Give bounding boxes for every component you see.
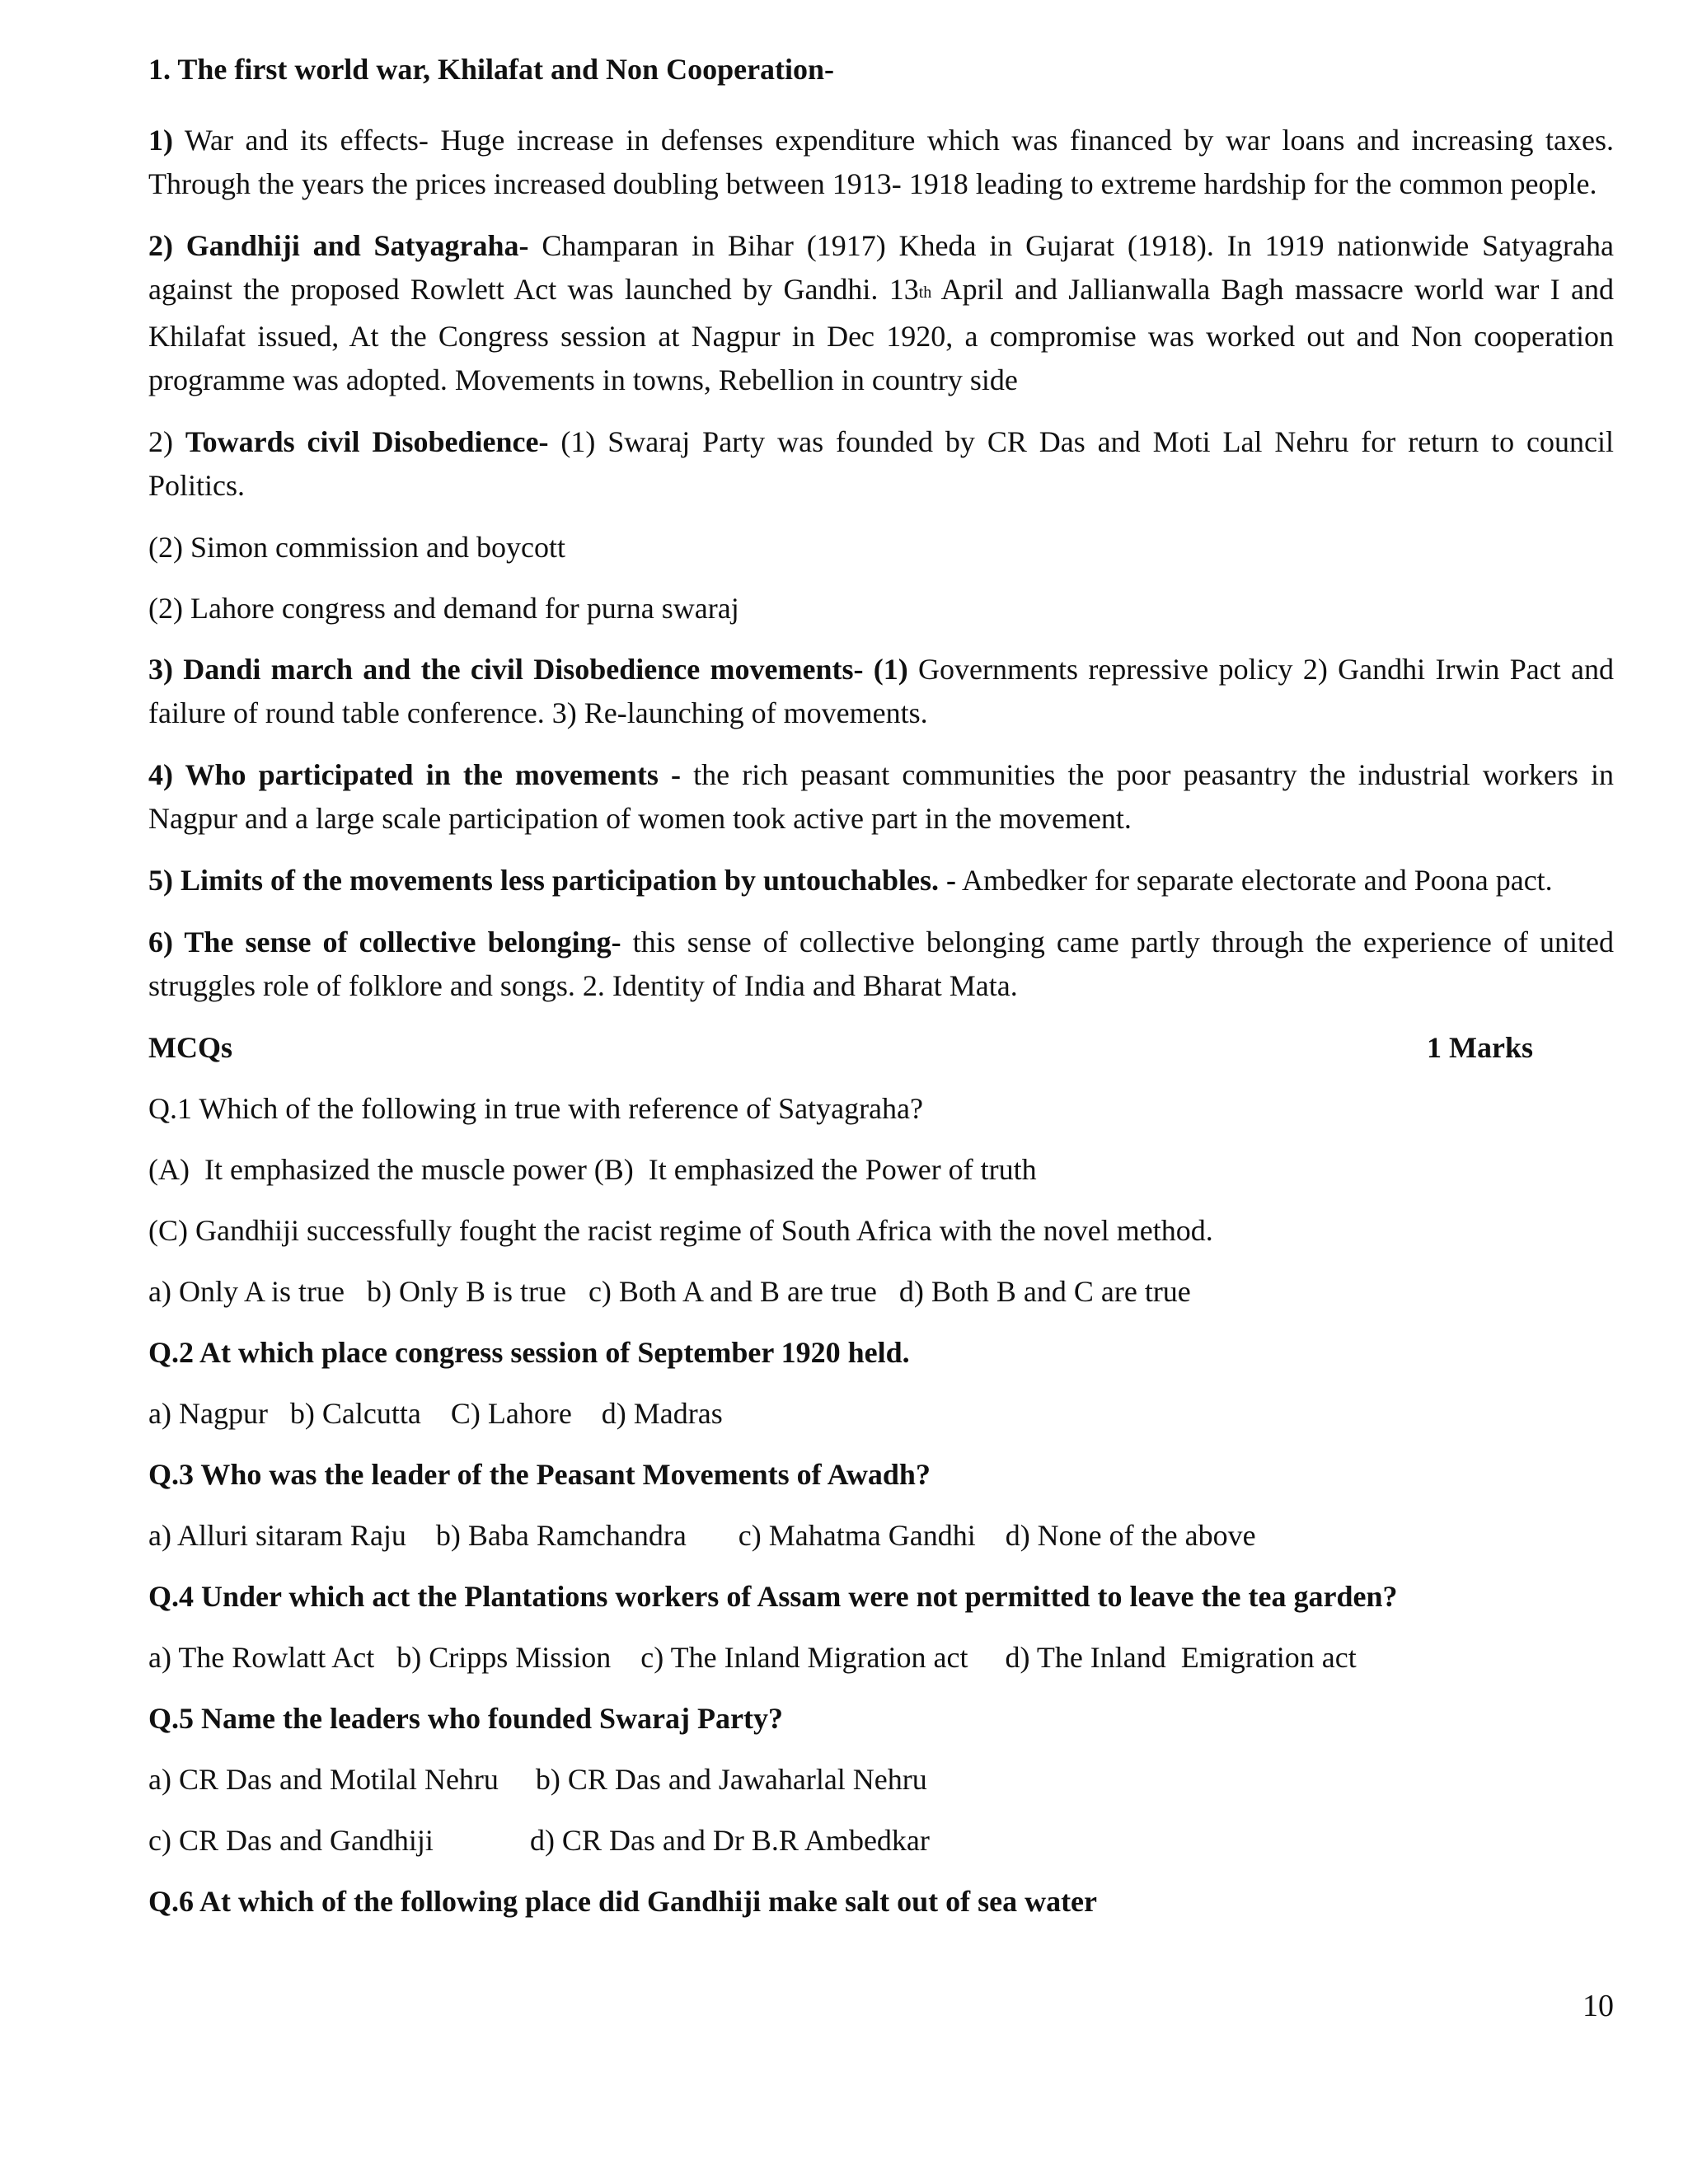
- section-text: this sense of collective belonging came partly through the experience of united struggles role of folklore and songs. 2. Identity of India and Bharat Mata.: [148, 926, 1614, 1002]
- section-prefix: 2): [148, 425, 185, 458]
- question-3-options: a) Alluri sitaram Raju b) Baba Ramchandra c) Mahatma Gandhi d) None of the above: [148, 1519, 1256, 1552]
- question-1-options: a) Only A is true b) Only B is true c) Both A and B are true d) Both B and C are true: [148, 1275, 1191, 1308]
- question-5-options-row-1: a) CR Das and Motilal Nehru b) CR Das and Jawaharlal Nehru: [148, 1763, 927, 1796]
- section-label: 2) Gandhiji and Satyagraha-: [148, 229, 529, 262]
- section-text: Governments repressive policy 2) Gandhi Irwin Pact and failure of round table conference. 3) Re-launching of movements.: [148, 653, 1614, 729]
- section-civil-disobedience: [148, 420, 1614, 508]
- section-gandhiji-satyagraha: [148, 224, 1614, 402]
- page-number: 10: [1582, 1989, 1614, 2023]
- section-war-effects: [148, 119, 1614, 206]
- superscript: th: [918, 284, 932, 302]
- section-label: 6) The sense of collective belonging-: [148, 926, 621, 958]
- mcq-marks: 1 Marks: [1427, 1031, 1533, 1064]
- section-text: Champaran in Bihar (1917) Kheda in Gujarat (1918). In 1919 nationwide Satyagraha against the proposed Rowlett Act was launched by Gandhi. 13: [148, 229, 1614, 306]
- question-1: Q.1 Which of the following in true with reference of Satyagraha?: [148, 1092, 923, 1125]
- section-limits: [148, 859, 1614, 902]
- section-label: 1): [148, 124, 173, 157]
- chapter-title: 1. The first world war, Khilafat and Non Cooperation-: [148, 53, 835, 86]
- section-collective-belonging: [148, 921, 1614, 1008]
- section-text: (1) Swaraj Party was founded by CR Das and Moti Lal Nehru for return to council Politics.: [148, 425, 1614, 502]
- section-text: War and its effects- Huge increase in defenses expenditure which was financed by war loans and increasing taxes. Through the years the prices increased doubling between 1913- 1918 leading to extreme hardship for the common people.: [148, 124, 1614, 200]
- section-participants: [148, 753, 1614, 841]
- question-2-options: a) Nagpur b) Calcutta C) Lahore d) Madras: [148, 1397, 723, 1430]
- question-5: Q.5 Name the leaders who founded Swaraj Party?: [148, 1702, 783, 1735]
- section-dandi-march: [148, 648, 1614, 735]
- sub-point-simon: (2) Simon commission and boycott: [148, 531, 565, 564]
- section-text: the rich peasant communities the poor peasantry the industrial workers in Nagpur and a large scale participation of women took active part in the movement.: [148, 758, 1614, 835]
- section-label: 3) Dandi march and the civil Disobedience movements- (1): [148, 653, 908, 686]
- section-label: Towards civil Disobedience-: [185, 425, 549, 458]
- question-5-options-row-2: c) CR Das and Gandhiji d) CR Das and Dr B.R Ambedkar: [148, 1824, 930, 1857]
- question-3: Q.3 Who was the leader of the Peasant Movements of Awadh?: [148, 1458, 931, 1491]
- question-4-options: a) The Rowlatt Act b) Cripps Mission c) The Inland Migration act d) The Inland Emigration act: [148, 1641, 1357, 1674]
- question-4: Q.4 Under which act the Plantations workers of Assam were not permitted to leave the tea garden?: [148, 1580, 1398, 1613]
- sub-point-lahore: (2) Lahore congress and demand for purna swaraj: [148, 592, 739, 625]
- mcq-header: [148, 1026, 1614, 1070]
- section-text: April and Jallianwalla Bagh massacre world war I and Khilafat issued, At the Congress session at Nagpur in Dec 1920, a compromise was worked out and Non cooperation programme was adopted. Movements in towns, Rebellion in country side: [148, 273, 1614, 396]
- question-1-statement-c: (C) Gandhiji successfully fought the racist regime of South Africa with the novel method.: [148, 1214, 1213, 1247]
- section-label: 5) Limits of the movements less participation by untouchables. -: [148, 864, 956, 897]
- question-6: Q.6 At which of the following place did Gandhiji make salt out of sea water: [148, 1885, 1098, 1918]
- question-2: Q.2 At which place congress session of September 1920 held.: [148, 1336, 910, 1369]
- section-text: Ambedker for separate electorate and Poona pact.: [956, 864, 1553, 897]
- mcq-heading: MCQs: [148, 1031, 232, 1064]
- section-label: 4) Who participated in the movements -: [148, 758, 681, 791]
- question-1-statements-ab: (A) It emphasized the muscle power (B) It emphasized the Power of truth: [148, 1153, 1037, 1186]
